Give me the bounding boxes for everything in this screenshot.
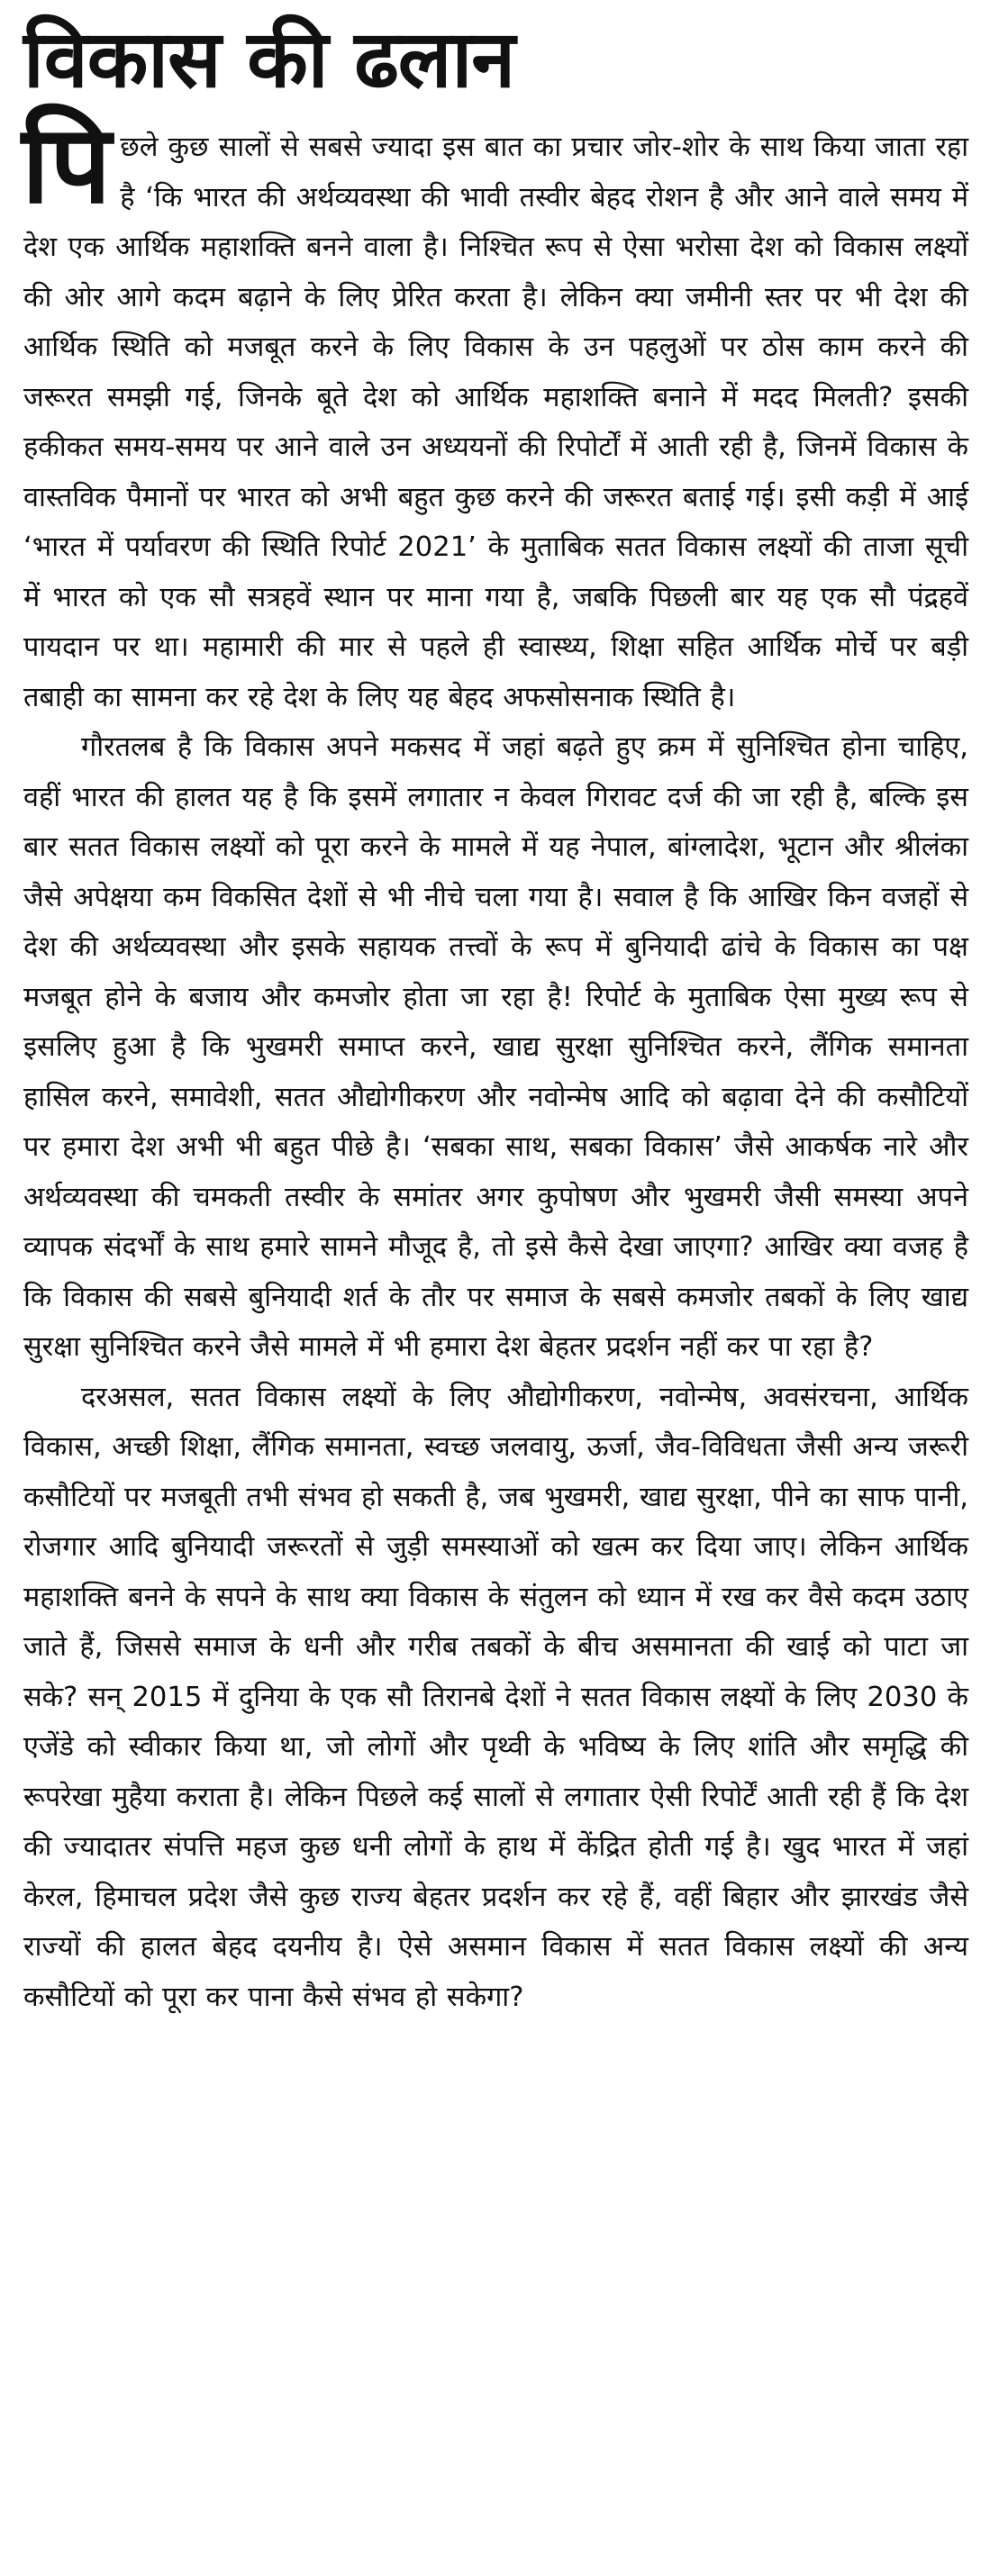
drop-cap: पि	[22, 103, 112, 228]
article-paragraph-1	[22, 103, 969, 722]
article-paragraph-2: गौरतलब है कि विकास अपने मकसद में जहां बढ़ते हुए क्रम में सुनिश्चित होना चाहिए, वहीं भारत की हालत यह है कि इसमें लगातार न केवल गिरावट दर्ज की जा रही है, बल्कि इस बार सतत विकास लक्ष्यों को पूरा करने के मामले में यह नेपाल, बांग्लादेश, भूटान और श्रीलंका जैसे अपेक्षया कम विकसित देशों से भी नीचे चला गया है। सवाल है कि आखिर किन वजहों से देश की अर्थव्यवस्था और इसके सहायक तत्त्वों के रूप में बुनियादी ढांचे के विकास का पक्ष मजबूत होने के बजाय और कमजोर होता जा रहा है! रिपोर्ट के मुताबिक ऐसा मुख्य रूप से इसलिए हुआ है कि भुखमरी समाप्त करने, खाद्य सुरक्षा सुनिश्चित करने, लैंगिक समानता हासिल करने, समावेशी, सतत औद्योगीकरण और नवोन्मेष आदि को बढ़ावा देने की कसौटियों पर हमारा देश अभी भी बहुत पीछे है। ‘सबका साथ, सबका विकास’ जैसे आकर्षक नारे और अर्थव्यवस्था की चमकती तस्वीर के समांतर अगर कुपोषण और भुखमरी जैसी समस्या अपने व्यापक संदर्भों के साथ हमारे सामने मौजूद है, तो इसे कैसे देखा जाएगा? आखिर क्या वजह है कि विकास की सबसे बुनियादी शर्त के तौर पर समाज के सबसे कमजोर तबकों के लिए खाद्य सुरक्षा सुनिश्चित करने जैसे मामले में भी हमारा देश बेहतर प्रदर्शन नहीं कर पा रहा है?	[23, 731, 968, 1363]
paragraph-1-text: छले कुछ सालों से सबसे ज्यादा इस बात का प्रचार जोर-शोर के साथ किया जाता रहा है ‘कि भारत की अर्थव्यवस्था की भावी तस्वीर बेहद रोशन है और आने वाले समय में देश एक आर्थिक महाशक्ति बनने वाला है। निश्चित रूप से ऐसा भरोसा देश को विकास लक्ष्यों की ओर आगे कदम बढ़ाने के लिए प्रेरित करता है। लेकिन क्या जमीनी स्तर पर भी देश की आर्थिक स्थिति को मजबूत करने के लिए विकास के उन पहलुओं पर ठोस काम करने की जरूरत समझी गई, जिनके बूते देश को आर्थिक महाशक्ति बनाने में मदद मिलती? इसकी हकीकत समय-समय पर आने वाले उन अध्ययनों की रिपोर्टों में आती रही है, जिनमें विकास के वास्तविक पैमानों पर भारत को अभी बहुत कुछ करने की जरूरत बताई गई। इसी कड़ी में आई ‘भारत में पर्यावरण की स्थिति रिपोर्ट 2021’ के मुताबिक सतत विकास लक्ष्यों की ताजा सूची में भारत को एक सौ सत्रहवें स्थान पर माना गया है, जबकि पिछली बार यह एक सौ पंद्रहवें पायदान पर था। महामारी की मार से पहले ही स्वास्थ्य, शिक्षा सहित आर्थिक मोर्चे पर बड़ी तबाही का सामना कर रहे देश के लिए यह बेहद अफसोसनाक स्थिति है।	[23, 132, 969, 713]
article-headline: विकास की ढलान	[23, 13, 515, 105]
article-body	[22, 103, 969, 2022]
article-paragraph-3: दरअसल, सतत विकास लक्ष्यों के लिए औद्योगीकरण, नवोन्मेष, अवसंरचना, आर्थिक विकास, अच्छी शिक्षा, लैंगिक समानता, स्वच्छ जलवायु, ऊर्जा, जैव-विविधता जैसी अन्य जरूरी कसौटियों पर मजबूती तभी संभव हो सकती है, जब भुखमरी, खाद्य सुरक्षा, पीने का साफ पानी, रोजगार आदि बुनियादी जरूरतों से जुड़ी समस्याओं को खत्म कर दिया जाए। लेकिन आर्थिक महाशक्ति बनने के सपने के साथ क्या विकास के संतुलन को ध्यान में रख कर वैसे कदम उठाए जाते हैं, जिससे समाज के धनी और गरीब तबकों के बीच असमानता की खाई को पाटा जा सके? सन् 2015 में दुनिया के एक सौ तिरानबे देशों ने सतत विकास लक्ष्यों के लिए 2030 के एजेंडे को स्वीकार किया था, जो लोगों और पृथ्वी के भविष्य के लिए शांति और समृद्धि की रूपरेखा मुहैया कराता है। लेकिन पिछले कई सालों से लगातार ऐसी रिपोर्टें आती रही हैं कि देश की ज्यादातर संपत्ति महज कुछ धनी लोगों के हाथ में केंद्रित होती गई है। खुद भारत में जहां केरल, हिमाचल प्रदेश जैसे कुछ राज्य बेहतर प्रदर्शन कर रहे हैं, वहीं बिहार और झारखंड जैसे राज्यों की हालत बेहद दयनीय है। ऐसे असमान विकास में सतत विकास लक्ष्यों की अन्य कसौटियों को पूरा कर पाना कैसे संभव हो सकेगा?	[23, 1381, 968, 2013]
